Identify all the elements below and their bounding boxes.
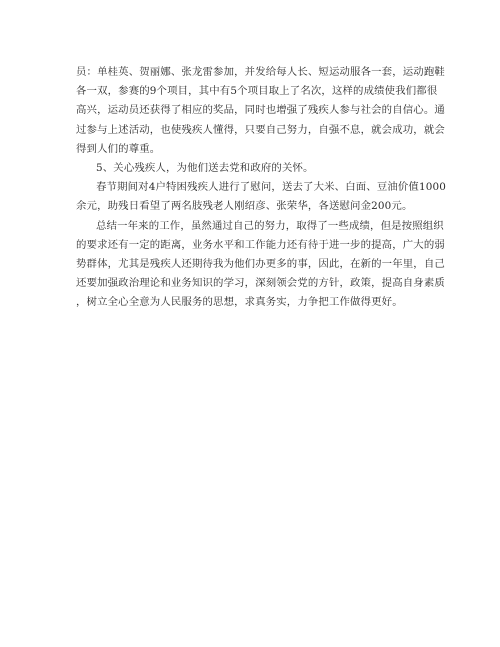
text-line: 还要加强政治理论和业务知识的学习，深刻领会党的方针，政策，提高自身素质 — [76, 277, 445, 290]
text-line: 的要求还有一定的距离，业务水平和工作能力还有待于进一步的提高，广大的弱 — [76, 238, 445, 251]
text-line: 总结一年来的工作，虽然通过自己的努力，取得了一些成绩，但是按照组织 — [96, 219, 444, 232]
text-line: 过参与上述活动，也使残疾人懂得，只要自己努力，自强不息，就会成功，就会 — [76, 123, 445, 136]
text-line: 得到人们的尊重。 — [76, 142, 161, 155]
text-line: 余元，助残日看望了两名肢残老人刚绍彦、张荣华，各送慰问金200元。 — [76, 200, 413, 213]
text-line: ，树立全心全意为人民服务的思想，求真务实，力争把工作做得更好。 — [76, 296, 403, 309]
text-line: 势群体，尤其是残疾人还期待我为他们办更多的事，因此，在新的一年里，自己 — [76, 257, 445, 270]
text-line: 各一双，参赛的9个项目，其中有5个项目取上了名次，这样的成绩使我们都很 — [76, 85, 438, 98]
document-text-body — [76, 63, 447, 312]
text-line: 春节期间对4户特困残疾人进行了慰问，送去了大米、白面、豆油价值1000 — [96, 181, 447, 194]
section-heading: 5、关心残疾人，为他们送去党和政府的关怀。 — [96, 161, 314, 174]
text-line: 员：单桂英、贺丽娜、张龙雷参加，并发给每人长、短运动服各一套，运动跑鞋 — [76, 66, 445, 78]
text-line: 高兴，运动员还获得了相应的奖品，同时也增强了残疾人参与社会的自信心。通 — [76, 104, 445, 117]
